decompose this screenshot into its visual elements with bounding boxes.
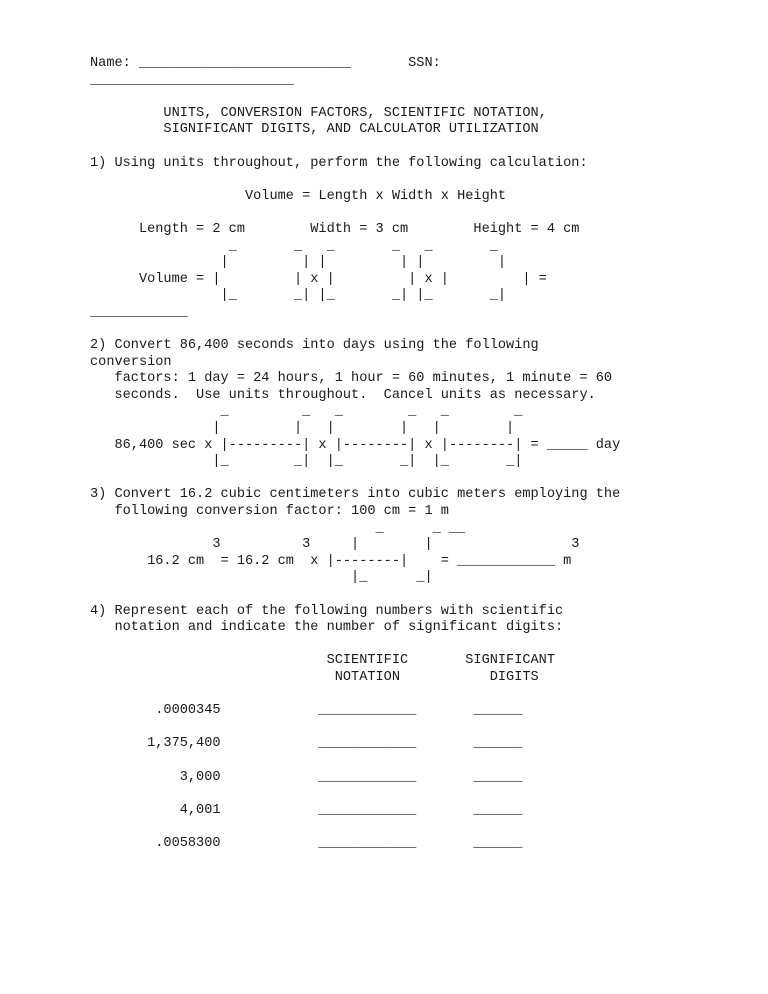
question-1-line: Volume = | | x | | x | | =	[90, 271, 547, 287]
question-4-line: notation and indicate the number of significant digits:	[90, 620, 564, 636]
question-2-line: | | | | | |	[90, 421, 515, 437]
worksheet-page	[90, 56, 760, 869]
question-4-line: NOTATION DIGITS	[90, 669, 539, 685]
question-2-line: factors: 1 day = 24 hours, 1 hour = 60 minutes, 1 minute = 60	[90, 371, 613, 387]
question-1	[90, 156, 760, 339]
question-2-line: seconds. Use units throughout. Cancel units as necessary.	[90, 387, 596, 403]
question-4-line: 4,001 ____________ ______	[90, 802, 523, 818]
question-4-line: .0000345 ____________ ______	[90, 703, 523, 719]
question-1-line: Length = 2 cm Width = 3 cm Height = 4 cm	[90, 221, 580, 237]
question-2-line: conversion	[90, 354, 172, 370]
question-2-line: 2) Convert 86,400 seconds into days using the following	[90, 338, 539, 354]
question-4-line: 1,375,400 ____________ ______	[90, 736, 523, 752]
question-1-line: |_ _| |_ _| |_ _|	[90, 288, 507, 304]
question-3-line: following conversion factor: 100 cm = 1 m	[90, 504, 449, 520]
worksheet-title-line: UNITS, CONVERSION FACTORS, SCIENTIFIC NOTATION,	[90, 105, 547, 121]
question-3-line: 3) Convert 16.2 cubic centimeters into cubic meters employing the	[90, 487, 621, 503]
question-4-line: 3,000 ____________ ______	[90, 769, 523, 785]
question-2-line: 86,400 sec x |---------| x |--------| x |--------| = _____ day	[90, 437, 621, 453]
question-4-line: SCIENTIFIC SIGNIFICANT	[90, 653, 555, 669]
question-1-line: | | | | | |	[90, 255, 507, 271]
question-3-line: 16.2 cm = 16.2 cm x |--------| = ____________ m	[90, 553, 572, 569]
header-block-line: _________________________	[90, 72, 294, 88]
question-1-line: ____________	[90, 304, 188, 320]
header-block-line: Name: __________________________ SSN:	[90, 56, 441, 71]
question-4	[90, 604, 760, 870]
question-1-line: 1) Using units throughout, perform the following calculation:	[90, 155, 588, 171]
question-4-line: 4) Represent each of the following numbers with scientific	[90, 603, 564, 619]
question-3	[90, 487, 760, 603]
question-4-line: .0058300 ____________ ______	[90, 835, 523, 851]
worksheet-title-line: SIGNIFICANT DIGITS, AND CALCULATOR UTILIZATION	[90, 122, 539, 138]
worksheet-title	[90, 106, 760, 156]
question-3-line: _ _ __	[90, 520, 466, 536]
question-2-line: |_ _| |_ _| |_ _|	[90, 454, 523, 470]
question-3-line: 3 3 | | 3	[90, 537, 580, 553]
header-block	[90, 56, 760, 106]
question-1-line: _ _ _ _ _ _	[90, 238, 498, 254]
question-2	[90, 338, 760, 487]
question-2-line: _ _ _ _ _ _	[90, 404, 523, 420]
question-3-line: |_ _|	[90, 570, 433, 586]
question-1-line: Volume = Length x Width x Height	[90, 188, 507, 204]
